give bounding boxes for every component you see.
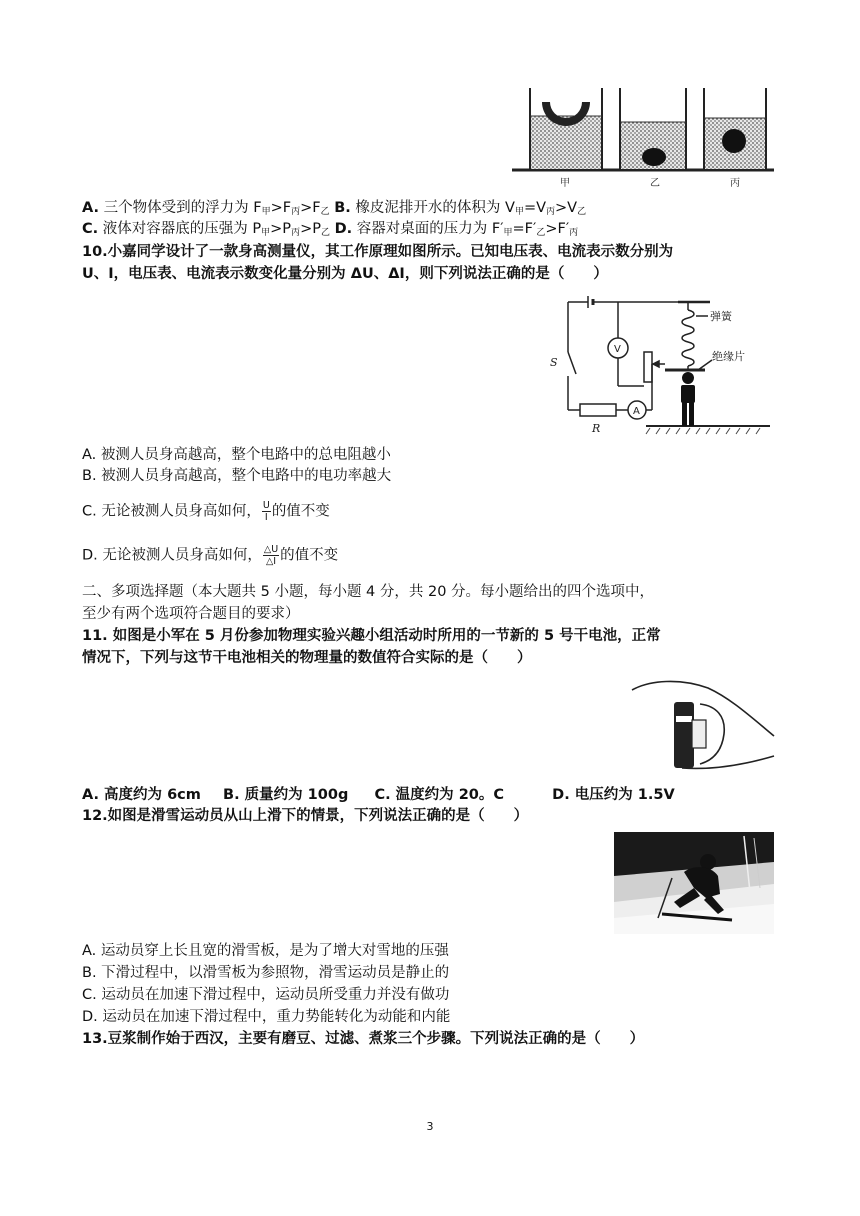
q10-stem-line2: U、I，电压表、电流表示数变化量分别为 ΔU、ΔI，则下列说法正确的是（ ） (82, 266, 608, 282)
q11-stem-line1: 11. 如图是小军在 5 月份参加物理实验兴趣小组活动时所用的一节新的 5 号干电池，正常 (82, 628, 661, 644)
q11-option-d: D. 电压约为 1.5V (552, 787, 675, 803)
q9-option-b-text: 橡皮泥排开水的体积为 V (355, 200, 515, 216)
q11-stem-line2: 情况下，下列与这节干电池相关的物理量的数值符合实际的是（ ） (82, 650, 532, 666)
label-yi: 乙 (650, 178, 660, 189)
label-insulator: 绝缘片 (712, 350, 745, 363)
q9-options-cd: C. 液体对容器底的压强为 $P_甲>P_丙>P_乙$ D. 容器对桌面的压力为 $F'_甲=F'_乙>F'_丙$ (82, 221, 579, 238)
q9-options-ab: A. 三个物体受到的浮力为 $F_甲>F_丙>F_乙$ B. 橡皮泥排开水的体积为 $V_甲=V_丙>V_乙$ (82, 200, 587, 217)
label-ammeter: A (633, 406, 640, 417)
container-yi (620, 88, 686, 170)
page-number: 3 (426, 1120, 434, 1133)
label-spring: 弹簧 (710, 310, 732, 323)
q9-containers-figure (512, 86, 774, 190)
q10-stem-line1: 10.小嘉同学设计了一款身高测量仪，其工作原理如图所示。已知电压表、电流表示数分别为 (82, 244, 674, 260)
label-resistor: R (592, 422, 601, 435)
q12-option-b: B. 下滑过程中，以滑雪板为参照物，滑雪运动员是静止的 (82, 965, 450, 981)
q10-option-b: B. 被测人员身高越高，整个电路中的电功率越大 (82, 468, 392, 484)
q10-circuit-figure (540, 294, 770, 436)
container-bing (704, 88, 766, 170)
fraction-du-over-di: $\frac{\triangle U}{\triangle I}$ (263, 544, 279, 567)
label-bing: 丙 (730, 178, 740, 189)
q9-option-b-label: B. (334, 200, 351, 216)
q12-option-c: C. 运动员在加速下滑过程中，运动员所受重力并没有做功 (82, 987, 450, 1003)
section2-line1: 二、多项选择题（本大题共 5 小题，每小题 4 分，共 20 分。每小题给出的四个选项中， (82, 584, 655, 600)
q10-option-a: A. 被测人员身高越高，整个电路中的总电阻越小 (82, 447, 391, 463)
q9-option-c-label: C. (82, 221, 99, 237)
q9-option-d-label: D. (334, 221, 353, 237)
person-icon (681, 372, 695, 426)
q9-option-c-text: 液体对容器底的压强为 P (102, 221, 262, 237)
label-voltmeter: V (614, 344, 621, 355)
fraction-u-over-i: $\frac{U}{I}$ (262, 500, 270, 523)
q9-option-d-text: 容器对桌面的压力为 F′ (356, 221, 504, 237)
q11-option-c: C. 温度约为 20。C (374, 787, 505, 803)
q10-option-c: C. 无论被测人员身高如何， $\frac{U}{I}$ 的值不变 (82, 500, 330, 523)
q10-option-d: D. 无论被测人员身高如何， $\frac{\triangle U}{\triangle I}$ 的值不变 (82, 544, 339, 567)
q12-option-a: A. 运动员穿上长且宽的滑雪板，是为了增大对雪地的压强 (82, 943, 449, 959)
q12-stem: 12.如图是滑雪运动员从山上滑下的情景，下列说法正确的是（ ） (82, 808, 529, 824)
section2-line2: 至少有两个选项符合题目的要求） (82, 606, 300, 622)
container-jia (530, 88, 602, 170)
skier-photo (614, 832, 774, 934)
q11-options (82, 785, 675, 805)
q9-option-a-label: A. (82, 200, 99, 216)
q11-option-b: B. 质量约为 100g (223, 787, 349, 803)
q9-option-a-text: 三个物体受到的浮力为 F (103, 200, 262, 216)
q11-option-a: A. 高度约为 6cm (82, 787, 201, 803)
label-switch: S (550, 356, 558, 369)
q13-stem: 13.豆浆制作始于西汉，主要有磨豆、过滤、煮浆三个步骤。下列说法正确的是（ ） (82, 1031, 645, 1047)
battery-in-hand-figure (630, 676, 776, 778)
q12-option-d: D. 运动员在加速下滑过程中，重力势能转化为动能和内能 (82, 1009, 451, 1025)
label-jia: 甲 (560, 178, 570, 189)
